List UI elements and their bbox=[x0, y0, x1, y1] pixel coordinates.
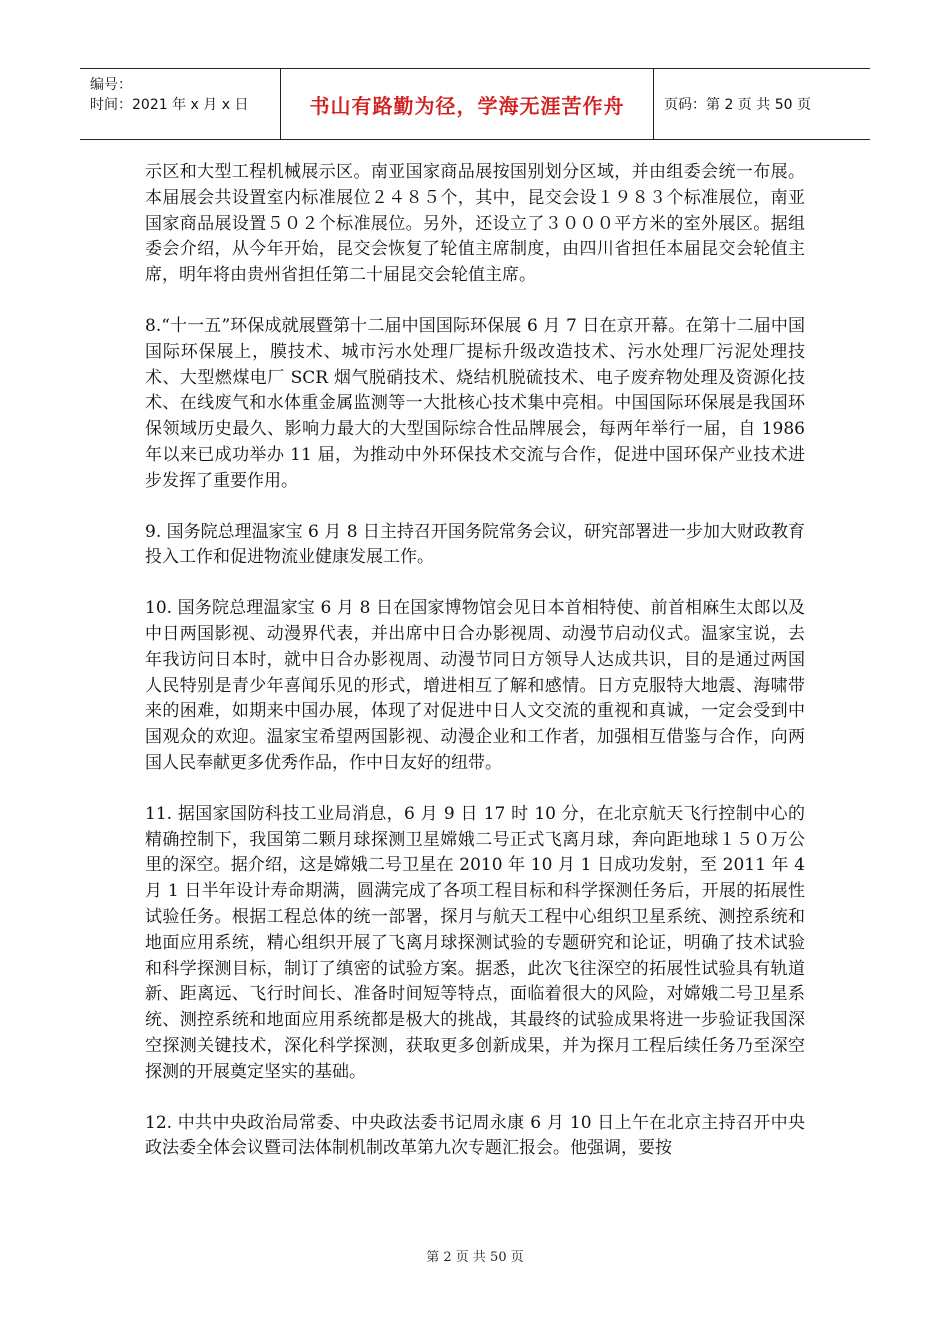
document-time-label: 时间：2021 年 x 月 x 日 bbox=[90, 97, 249, 113]
header-page-info: 页码：第 2 页 共 50 页 bbox=[664, 97, 811, 113]
motto-cell bbox=[281, 69, 654, 139]
paragraph-continuation: 示区和大型工程机械展示区。南亚国家商品展按国别划分区域，并由组委会统一布展。本届展会共设置室内标准展位２４８５个，其中，昆交会设１９８３个标准展位，南亚国家商品展设置５０２个标准展位。另外，还设立了３０００平方米的室外展区。据组委会介绍，从今年开始，昆交会恢复了轮值主席制度，由四川省担任本届昆交会轮值主席，明年将由贵州省担任第二十届昆交会轮值主席。 bbox=[145, 162, 805, 286]
paragraph-item-9: 9. 国务院总理温家宝 6 月 8 日主持召开国务院常务会议，研究部署进一步加大财政教育投入工作和促进物流业健康发展工作。 bbox=[145, 521, 805, 568]
document-meta bbox=[80, 69, 281, 139]
footer-page-number: 第 2 页 共 50 页 bbox=[426, 1250, 524, 1265]
page-header bbox=[80, 68, 870, 140]
paragraph-item-8: 8.“十一五”环保成就展暨第十二届中国国际环保展 6 月 7 日在京开幕。在第十二届中国国际环保展上，膜技术、城市污水处理厂提标升级改造技术、污水处理厂污泥处理技术、大型燃煤电厂 SCR 烟气脱硝技术、烧结机脱硫技术、电子废弃物处理及资源化技术、在线废气和水体重金属监测等一大批核心技术集中亮相。中国国际环保展是我国环保领域历史最久、影响力最大的大型国际综合性品牌展会，每两年举行一届，自 1986 年以来已成功举办 11 届，为推动中外环保技术交流与合作，促进中国环保产业技术进步发挥了重要作用。 bbox=[145, 315, 805, 491]
paragraph-item-12: 12. 中共中央政治局常委、中央政法委书记周永康 6 月 10 日上午在北京主持召开中央政法委全体会议暨司法体制机制改革第九次专题汇报会。他强调，要按 bbox=[145, 1112, 805, 1159]
paragraph-item-10: 10. 国务院总理温家宝 6 月 8 日在国家博物馆会见日本首相特使、前首相麻生太郎以及中日两国影视、动漫界代表，并出席中日合办影视周、动漫节启动仪式。温家宝说，去年我访问日本时，就中日合办影视周、动漫节同日方领导人达成共识，目的是通过两国人民特别是青少年喜闻乐见的形式，增进相互了解和感情。日方克服特大地震、海啸带来的困难，如期来中国办展，体现了对促进中日人文交流的重视和真诚，一定会受到中国观众的欢迎。温家宝希望两国影视、动漫企业和工作者，加强相互借鉴与合作，向两国人民奉献更多优秀作品，作中日友好的纽带。 bbox=[145, 598, 805, 773]
document-body bbox=[145, 160, 805, 1187]
document-number-label: 编号： bbox=[90, 77, 132, 93]
paragraph-item-11: 11. 据国家国防科技工业局消息，6 月 9 日 17 时 10 分，在北京航天飞行控制中心的精确控制下，我国第二颗月球探测卫星嫦娥二号正式飞离月球，奔向距地球１５０万公里的深空。据介绍，这是嫦娥二号卫星在 2010 年 10 月 1 日成功发射，至 2011 年 4 月 1 日半年设计寿命期满，圆满完成了各项工程目标和科学探测任务后，开展的拓展性试验任务。根据工程总体的统一部署，探月与航天工程中心组织卫星系统、测控系统和地面应用系统，精心组织开展了飞离月球探测试验的专题研究和论证，明确了技术试验和科学探测目标，制订了缜密的试验方案。据悉，此次飞往深空的拓展性试验具有轨道新、距离远、飞行时间长、准备时间短等特点，面临着很大的风险，对嫦娥二号卫星系统、测控系统和地面应用系统都是极大的挑战，其最终的试验成果将进一步验证我国深空探测关键技术，深化科学探测，获取更多创新成果，并为探月工程后续任务乃至深空探测的开展奠定坚实的基础。 bbox=[145, 803, 805, 1082]
page-footer bbox=[0, 1246, 950, 1265]
page-info-cell bbox=[654, 69, 870, 139]
header-motto: 书山有路勤为径，学海无涯苦作舟 bbox=[309, 93, 625, 118]
